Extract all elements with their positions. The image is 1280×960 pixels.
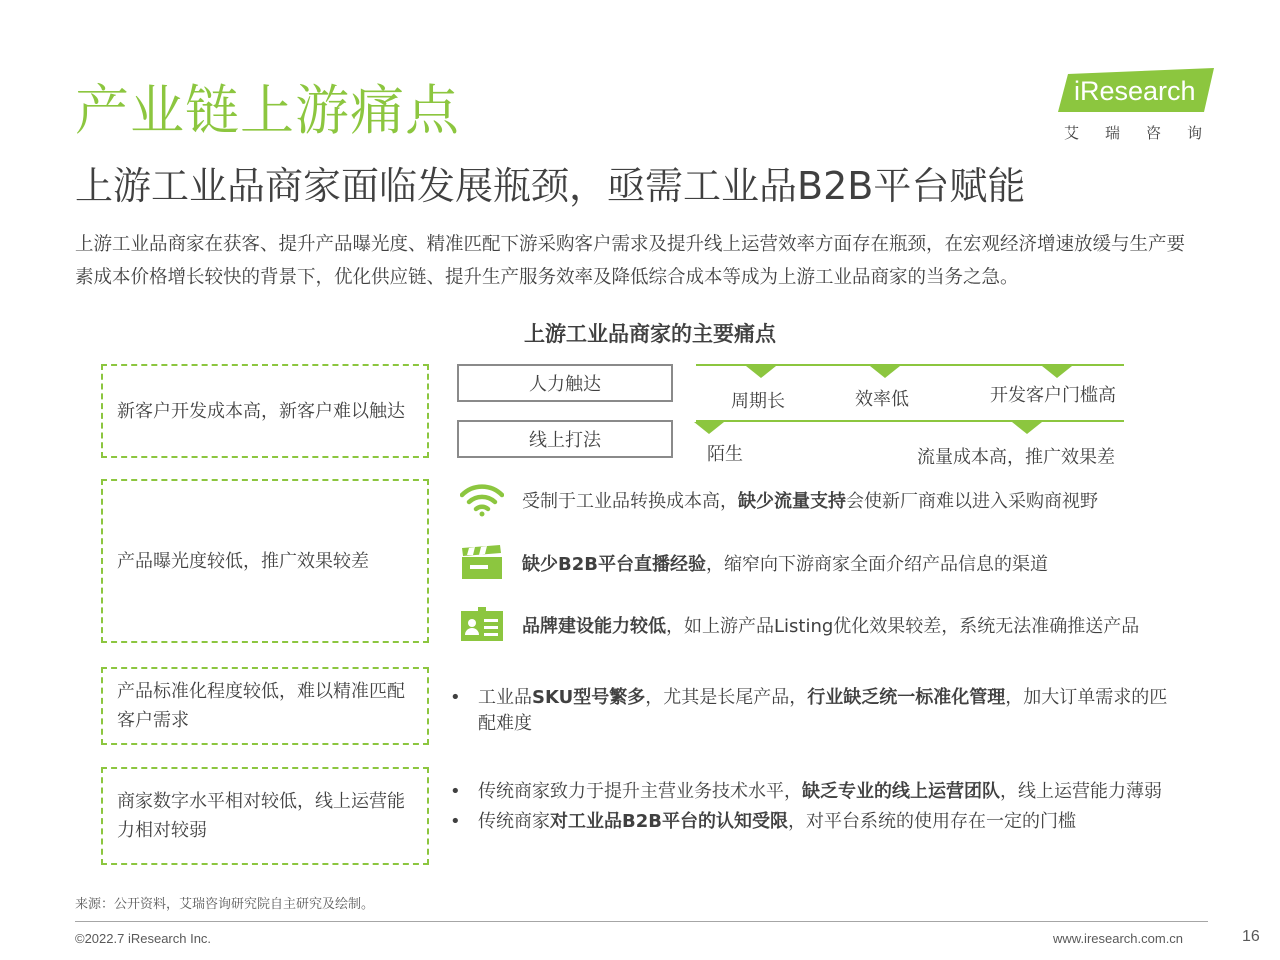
exposure-row (460, 482, 1098, 518)
pointer-triangle (746, 366, 776, 378)
exposure-row-text: 品牌建设能力较低，如上游产品Listing优化效果较差，系统无法准确推送产品 (522, 616, 1140, 637)
intro-paragraph: 上游工业品商家在获客、提升产品曝光度、精准匹配下游采购客户需求及提升线上运营效率方面存在瓶颈，在宏观经济增速放缓与生产要素成本价格增长较快的背景下，优化供应链、提升生产服务效率及降低综合成本等成为上游工业品商家的当务之急。 (75, 234, 1186, 288)
pointer-triangle (870, 366, 900, 378)
website-link[interactable]: www.iresearch.com.cn (1053, 931, 1184, 946)
digital-bullets (450, 779, 1195, 835)
keyword-low-efficiency: 效率低 (855, 389, 909, 410)
tag-manpower-reach: 人力触达 (457, 364, 673, 402)
pointer-triangle (1012, 422, 1042, 434)
video-clapper-icon (460, 545, 504, 581)
exposure-row-text: 受制于工业品转换成本高，缺少流量支持会使新厂商难以进入采购商视野 (522, 491, 1098, 512)
footer-divider (75, 921, 1208, 922)
keyword-long-cycle: 周期长 (731, 391, 785, 412)
exposure-row (460, 545, 1048, 581)
keyword-unfamiliar: 陌生 (707, 444, 743, 465)
bullet-item: • 传统商家对工业品B2B平台的认知受限，对平台系统的使用存在一定的门槛 (450, 811, 1076, 832)
pain-point-box: 新客户开发成本高，新客户难以触达 (101, 364, 429, 458)
page-title: 产业链上游痛点 (75, 79, 460, 142)
pointer-triangle (694, 422, 724, 434)
divider-line (696, 420, 1124, 422)
source-note: 来源：公开资料，艾瑞咨询研究院自主研究及绘制。 (75, 897, 375, 912)
wifi-icon (460, 482, 504, 518)
section-title: 上游工业品商家的主要痛点 (524, 322, 776, 346)
id-card-icon (460, 607, 504, 643)
tag-online-approach: 线上打法 (457, 420, 673, 458)
exposure-row-text: 缺少B2B平台直播经验，缩窄向下游商家全面介绍产品信息的渠道 (522, 554, 1048, 575)
pointer-triangle (1042, 366, 1072, 378)
iresearch-logo (1058, 68, 1229, 148)
keyword-high-threshold: 开发客户门槛高 (990, 385, 1116, 406)
standardization-bullets (450, 685, 1170, 737)
pain-point-box: 商家数字水平相对较低，线上运营能力相对较弱 (101, 767, 429, 865)
bullet-item: • 工业品SKU型号繁多，尤其是长尾产品，行业缺乏统一标准化管理，加大订单需求的匹配难度 (450, 687, 1168, 734)
logo-subtitle: 艾瑞咨询 (1064, 124, 1229, 142)
pain-point-box: 产品标准化程度较低，难以精准匹配客户需求 (101, 667, 429, 745)
page-number: 16 (1242, 928, 1260, 945)
logo-text: iResearch (1074, 76, 1196, 106)
headline: 上游工业品商家面临发展瓶颈，亟需工业品B2B平台赋能 (75, 164, 1026, 208)
bullet-item: • 传统商家致力于提升主营业务技术水平，缺乏专业的线上运营团队，线上运营能力薄弱 (450, 781, 1162, 802)
pain-point-box: 产品曝光度较低，推广效果较差 (101, 479, 429, 643)
keyword-high-traffic-cost: 流量成本高，推广效果差 (917, 447, 1115, 468)
copyright: ©2022.7 iResearch Inc. (75, 931, 212, 946)
exposure-row (460, 607, 1139, 643)
